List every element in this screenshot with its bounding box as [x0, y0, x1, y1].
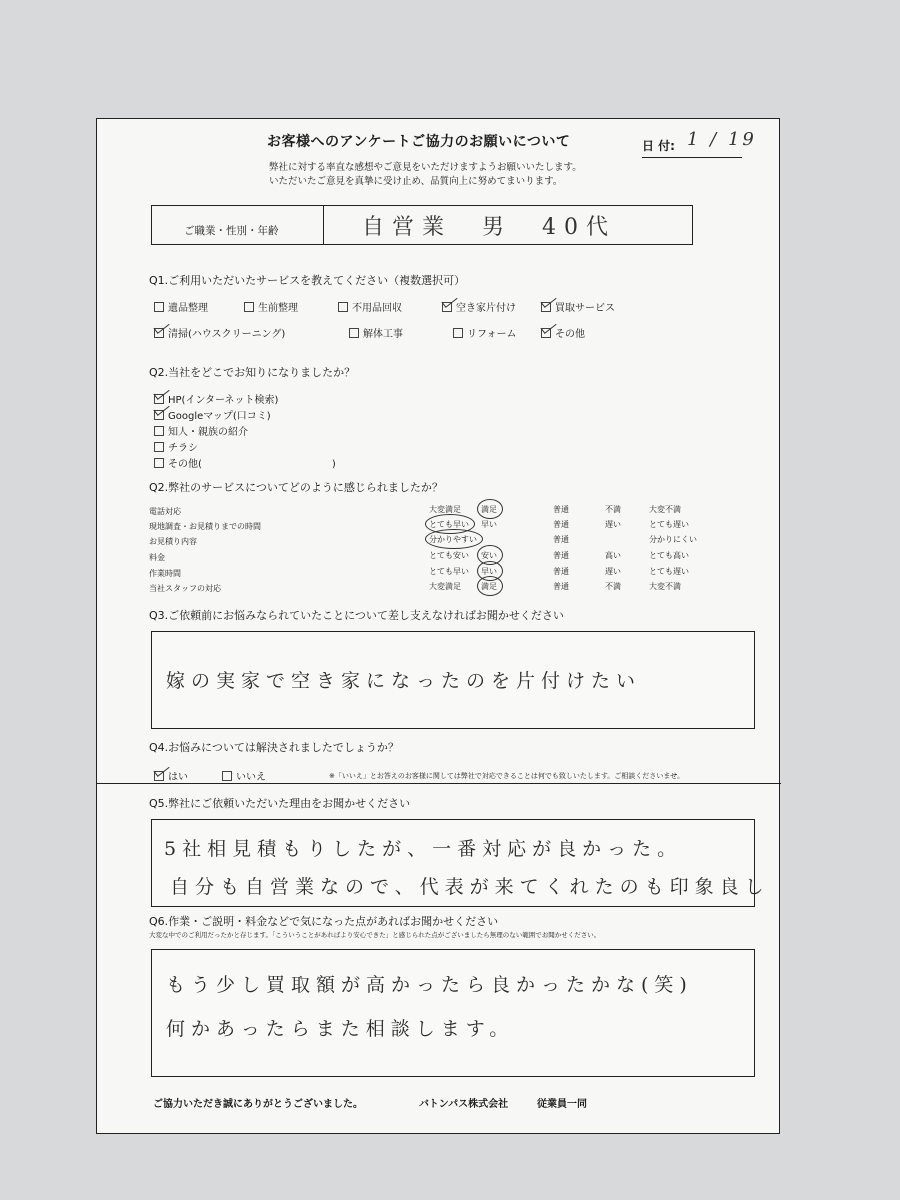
rating-choice[interactable]: 普通	[553, 520, 569, 529]
q1-option-6[interactable]: 解体工事	[349, 325, 403, 340]
checkbox-checked[interactable]	[154, 771, 164, 781]
selected-circle-mark	[425, 529, 483, 549]
checkbox[interactable]	[453, 328, 463, 338]
q2-question: Q2.当社をどこでお知りになりましたか？	[149, 366, 356, 379]
checkbox[interactable]	[338, 302, 348, 312]
rating-choice[interactable]: 満足	[481, 505, 497, 514]
rating-row-label: 電話対応	[149, 507, 181, 516]
rating-choice[interactable]: 早い	[481, 520, 497, 529]
checkbox[interactable]	[222, 771, 232, 781]
rating-row-label: お見積り内容	[149, 537, 197, 546]
footer-company: バトンパス株式会社	[419, 1099, 509, 1110]
selected-circle-mark	[477, 576, 503, 596]
rating-choice[interactable]: 安い	[481, 551, 497, 560]
rating-choice[interactable]: 大変不満	[649, 505, 681, 514]
q3-answer: 嫁の実家で空き家になったのを片付けたい	[166, 670, 642, 692]
q1-option-1[interactable]: 生前整理	[244, 299, 298, 314]
checkbox-checked[interactable]	[541, 328, 551, 338]
rating-choice[interactable]: 普通	[553, 567, 569, 576]
rating-choice[interactable]: 大変満足	[429, 582, 461, 591]
q1-option-3[interactable]: 空き家片付け	[442, 299, 516, 314]
q2-option-3[interactable]: チラシ	[154, 439, 198, 454]
q4-note: ※「いいえ」とお答えのお客様に関しては弊社で対応できることは何でも致しいたします。ご相談くださいませ。	[329, 772, 685, 780]
footer-thanks: ご協力いただき誠にありがとうございました。	[153, 1099, 363, 1110]
q3-question: Q3.ご依頼前にお悩みなられていたことについて差し支えなければお聞かせください	[149, 609, 564, 622]
q5-answer-box[interactable]	[151, 819, 770, 907]
rating-choice[interactable]: 普通	[553, 582, 569, 591]
q1-option-7[interactable]: リフォーム	[453, 325, 517, 340]
q4-yes-option[interactable]: はい	[154, 768, 188, 783]
intro-line-2: いただいたご意見を真摯に受け止め、品質向上に努めてまいります。	[269, 176, 563, 187]
intro-line-1: 弊社に対する率直な感想やご意見をいただけますようお願いいたします。	[269, 162, 582, 173]
checkbox[interactable]	[154, 426, 164, 436]
rating-choice[interactable]: 大変満足	[429, 505, 461, 514]
q2-option-2[interactable]: 知人・親族の紹介	[154, 423, 248, 438]
q6-answer-line-1: もう少し買取額が高かったら良かったかな(笑)	[166, 974, 693, 996]
rating-row-label: 現地調査・お見積りまでの時間	[149, 522, 261, 531]
q4-no-option[interactable]: いいえ	[222, 768, 266, 783]
q1-option-5[interactable]: 清掃(ハウスクリーニング)	[154, 325, 285, 340]
rating-row-label: 当社スタッフの対応	[149, 584, 221, 593]
rating-choice[interactable]: 早い	[481, 567, 497, 576]
rating-choice[interactable]: とても高い	[649, 551, 689, 560]
rating-choice[interactable]: 分かりやすい	[429, 535, 477, 544]
q6-answer-box[interactable]	[151, 949, 755, 1077]
rating-row-label: 作業時間	[149, 569, 181, 578]
q2-option-4[interactable]: その他( )	[154, 455, 336, 470]
q5-answer-line-1: 5社相見積もりしたが、一番対応が良かった。	[164, 838, 683, 860]
rating-choice[interactable]: 遅い	[605, 520, 621, 529]
occupation-value: 自営業 男 40代	[362, 215, 616, 240]
q6-answer-line-2: 何かあったらまた相談します。	[166, 1018, 515, 1040]
q2-option-1[interactable]: Googleマップ(口コミ)	[154, 407, 271, 422]
survey-title: お客様へのアンケートご協力のお願いについて	[267, 134, 571, 150]
q6-subtext: 大変な中でのご利用だったかと存じます。「こういうことがあればより安心できた」と感じられた点がございましたら無理のない範囲でお聞かせください。	[149, 931, 601, 939]
checkbox[interactable]	[154, 442, 164, 452]
rating-choice[interactable]: 大変不満	[649, 582, 681, 591]
q2-option-0[interactable]: HP(インターネット検索)	[154, 391, 278, 406]
q1-question: Q1.ご利用いただいたサービスを教えてください（複数選択可）	[149, 274, 466, 287]
rating-choice[interactable]: とても早い	[429, 520, 469, 529]
checkbox-checked[interactable]	[541, 302, 551, 312]
checkbox[interactable]	[244, 302, 254, 312]
q3-answer-box[interactable]	[151, 631, 755, 729]
rating-choice[interactable]: 普通	[553, 551, 569, 560]
survey-sheet	[96, 118, 780, 1134]
rating-choice[interactable]: 普通	[553, 505, 569, 514]
footer-staff: 従業員一同	[537, 1099, 587, 1110]
checkbox-checked[interactable]	[154, 410, 164, 420]
rating-choice[interactable]: 満足	[481, 582, 497, 591]
q6-question: Q6.作業・ご説明・料金などで気になった点があればお聞かせください	[149, 915, 499, 928]
rating-choice[interactable]: とても安い	[429, 551, 469, 560]
checkbox[interactable]	[154, 302, 164, 312]
rating-choice[interactable]: 不満	[605, 505, 621, 514]
checkbox-checked[interactable]	[442, 302, 452, 312]
checkbox[interactable]	[349, 328, 359, 338]
q1-option-4[interactable]: 買取サービス	[541, 299, 615, 314]
q1-option-2[interactable]: 不用品回収	[338, 299, 402, 314]
checkbox[interactable]	[154, 458, 164, 468]
rating-row-label: 料金	[149, 553, 165, 562]
rating-choice[interactable]: 普通	[553, 535, 569, 544]
rating-choice[interactable]: 分かりにくい	[649, 535, 697, 544]
q4-question: Q4.お悩みについては解決されましたでしょうか？	[149, 741, 399, 754]
q1-option-8[interactable]: その他	[541, 325, 585, 340]
rating-choice[interactable]: 不満	[605, 582, 621, 591]
selected-circle-mark	[477, 499, 503, 519]
checkbox-checked[interactable]	[154, 328, 164, 338]
rating-choice[interactable]: 遅い	[605, 567, 621, 576]
date-value: 1 / 19	[687, 129, 757, 150]
rating-choice[interactable]: とても早い	[429, 567, 469, 576]
rating-choice[interactable]: とても遅い	[649, 520, 689, 529]
q5-question: Q5.弊社にご依頼いただいた理由をお聞かせください	[149, 797, 411, 810]
rating-choice[interactable]: 高い	[605, 551, 621, 560]
q1-option-0[interactable]: 遺品整理	[154, 299, 208, 314]
q2b-question: Q2.弊社のサービスについてどのように感じられましたか？	[149, 481, 443, 494]
divider	[97, 783, 781, 784]
date-label: 日 付:	[642, 139, 675, 153]
q5-answer-line-2: 自分も自営業なので、代表が来てくれたのも印象良し	[170, 876, 770, 898]
date-field[interactable]	[642, 129, 757, 158]
occupation-box[interactable]	[151, 205, 693, 245]
occupation-label: ご職業・性別・年齢	[152, 206, 324, 244]
rating-choice[interactable]: とても遅い	[649, 567, 689, 576]
